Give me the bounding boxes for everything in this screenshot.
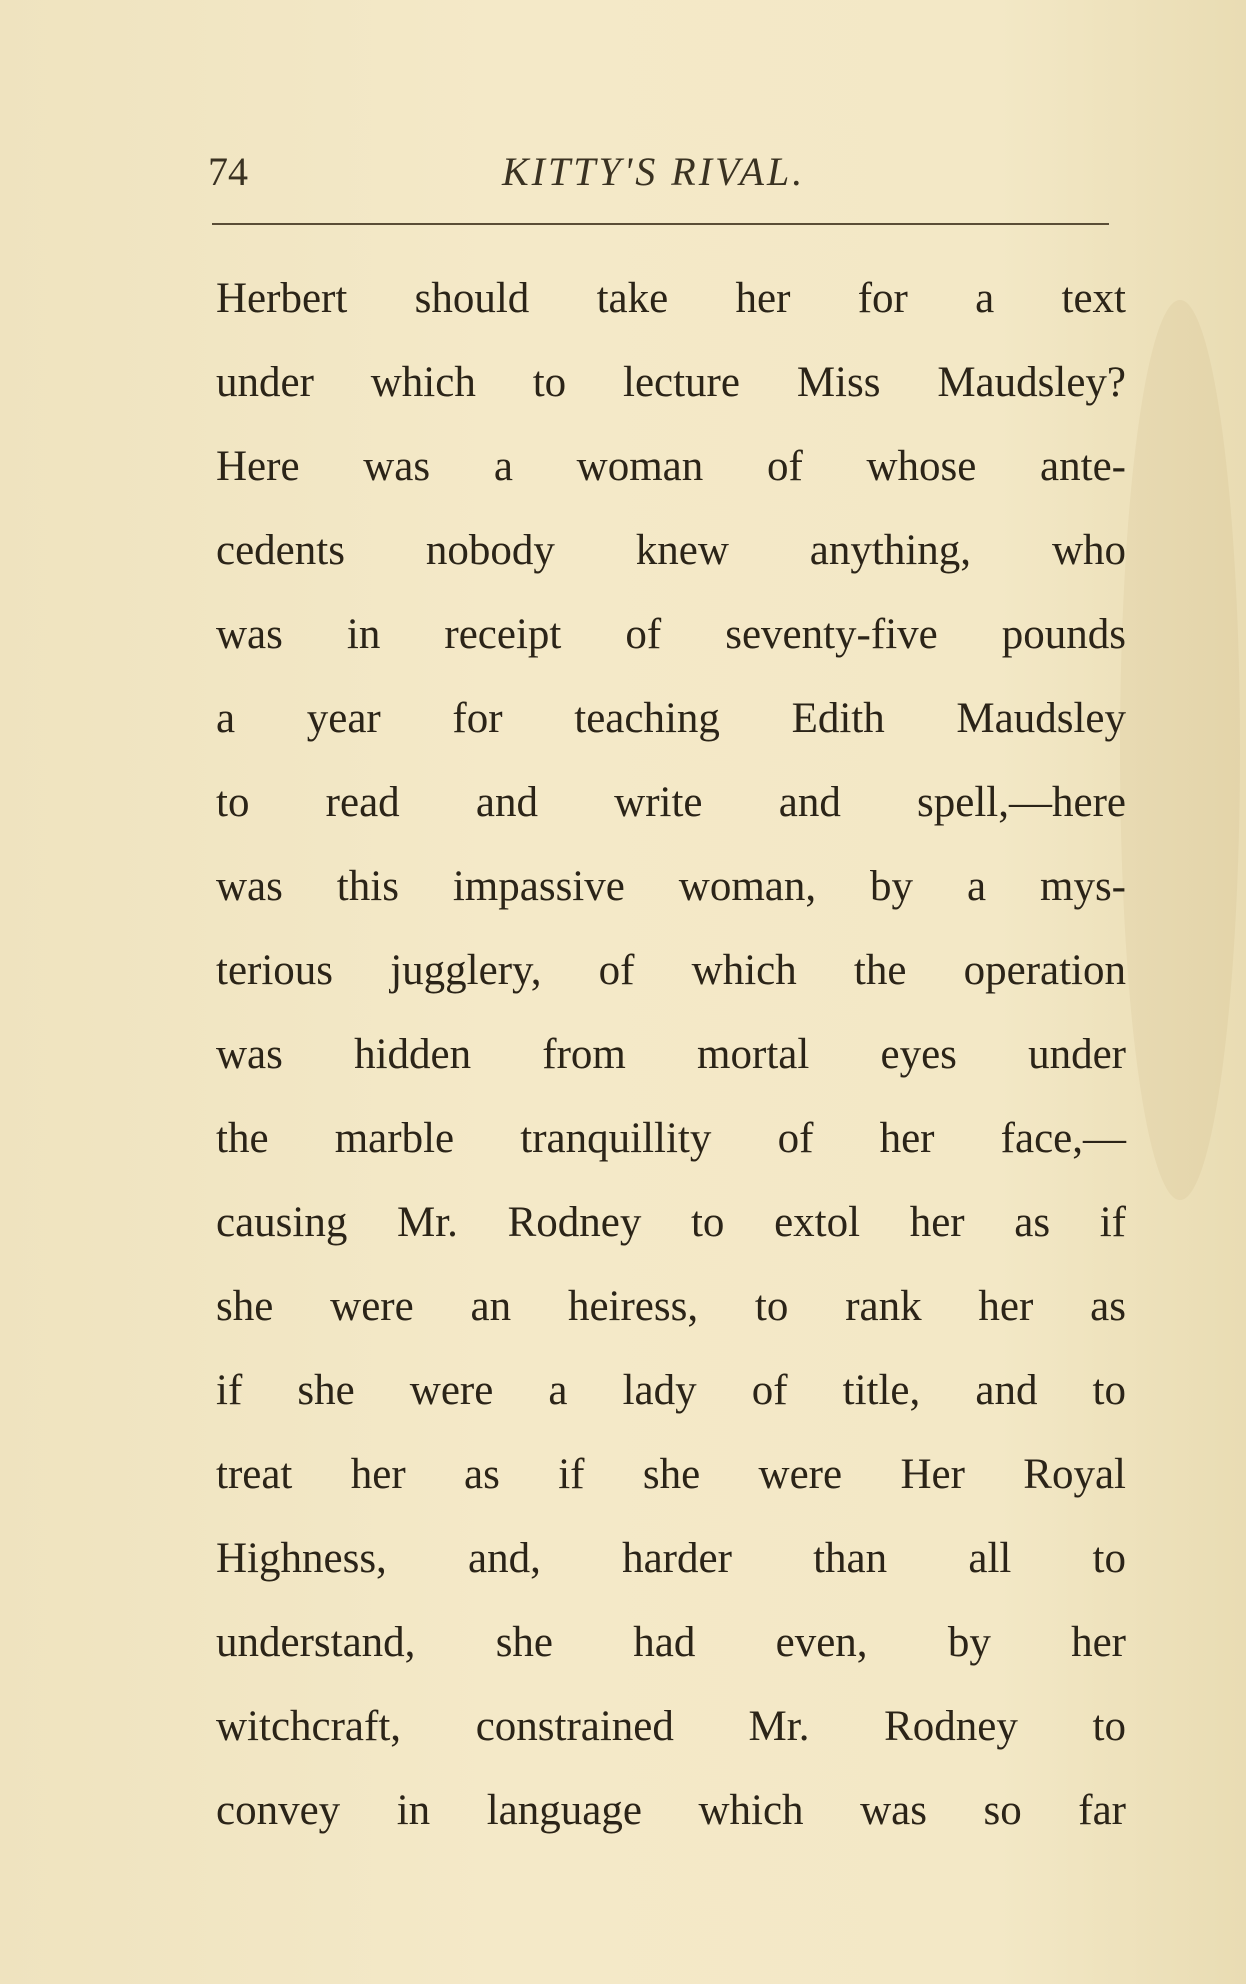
text-line: she were an heiress, to rank her as: [216, 1283, 1126, 1330]
text-line: understand, she had even, by her: [216, 1619, 1126, 1666]
text-line: cedents nobody knew anything, who: [216, 527, 1126, 574]
text-line: was this impassive woman, by a mys-: [216, 863, 1126, 910]
text-line: if she were a lady of title, and to: [216, 1367, 1126, 1414]
text-line: treat her as if she were Her Royal: [216, 1451, 1126, 1498]
text-line: witchcraft, constrained Mr. Rodney to: [216, 1703, 1126, 1750]
text-line: Highness, and, harder than all to: [216, 1535, 1126, 1582]
text-line: convey in language which was so far: [216, 1787, 1126, 1834]
header-rule: [212, 223, 1109, 225]
page-header: [208, 142, 1108, 202]
text-line: was hidden from mortal eyes under: [216, 1031, 1126, 1078]
text-line: a year for teaching Edith Maudsley: [216, 695, 1126, 742]
body-text: [216, 257, 1126, 1853]
text-line: was in receipt of seventy-five pounds: [216, 611, 1126, 658]
text-line: Herbert should take her for a text: [216, 275, 1126, 322]
text-line: causing Mr. Rodney to extol her as if: [216, 1199, 1126, 1246]
running-title: KITTY'S RIVAL.: [502, 149, 806, 194]
text-line: the marble tranquillity of her face,—: [216, 1115, 1126, 1162]
page-number: 74: [208, 149, 248, 194]
text-line: to read and write and spell,—here: [216, 779, 1126, 826]
paper-stain: [1120, 300, 1240, 1200]
text-line: under which to lecture Miss Maudsley?: [216, 359, 1126, 406]
text-line: terious jugglery, of which the operation: [216, 947, 1126, 994]
text-line: Here was a woman of whose ante-: [216, 443, 1126, 490]
